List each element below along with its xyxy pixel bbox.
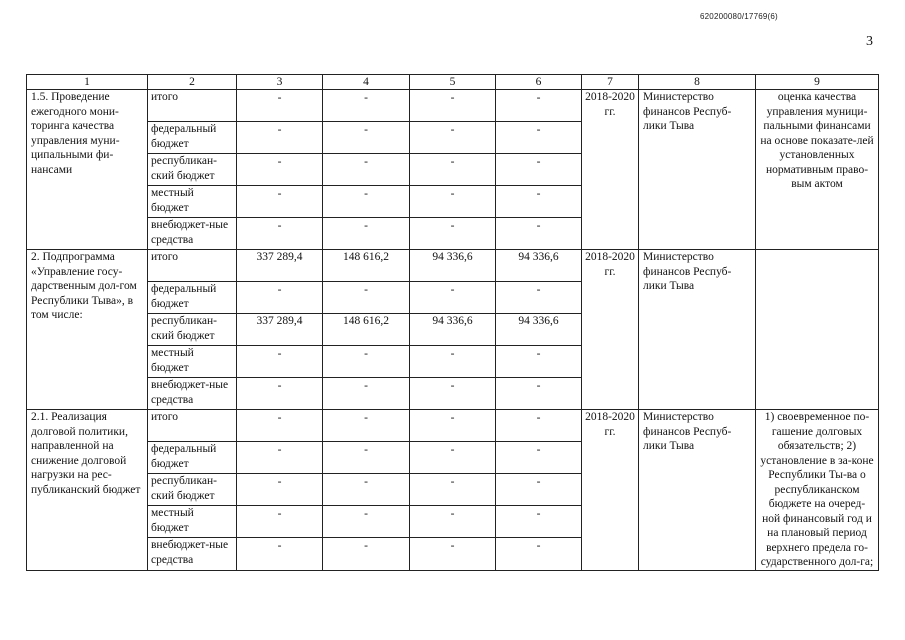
funding-source: федеральный бюджет	[148, 122, 237, 154]
amount-cell	[323, 346, 410, 378]
column-header: 8	[639, 75, 756, 90]
amount-cell	[323, 154, 410, 186]
amount-cell	[237, 154, 323, 186]
amount-value: -	[450, 284, 455, 296]
amount-cell	[237, 90, 323, 122]
funding-source: итого	[148, 410, 237, 442]
table-row	[27, 410, 879, 442]
amount-cell	[410, 154, 496, 186]
amount-cell	[410, 410, 496, 442]
measure-name: 1.5. Проведение ежегодного мони-торинга качества управления муни-ципальными фи-нансами	[27, 90, 148, 250]
amount-value: -	[536, 444, 541, 457]
amount-value: -	[364, 444, 368, 457]
amount-value: -	[364, 188, 368, 200]
amount-value: -	[364, 412, 368, 424]
amount-cell	[496, 186, 582, 218]
period-cell: 2018-2020 гг.	[582, 250, 639, 410]
amount-value: -	[450, 156, 455, 168]
funding-source: местный бюджет	[148, 346, 237, 378]
funding-source: внебюджет-ные средства	[148, 218, 237, 250]
amount-value: 337 289,4	[256, 315, 303, 327]
amount-value: -	[277, 156, 282, 168]
amount-cell	[237, 378, 323, 410]
amount-value: -	[277, 92, 282, 104]
amount-value: 148 616,2	[343, 315, 389, 327]
column-header: 3	[237, 75, 323, 90]
amount-value: 94 336,6	[432, 315, 473, 327]
amount-value: -	[450, 220, 455, 232]
executor-cell: Министерство финансов Респуб-лики Тыва	[639, 410, 756, 571]
amount-value: -	[536, 348, 541, 360]
amount-cell	[323, 250, 410, 282]
amount-value: -	[277, 220, 282, 232]
amount-cell	[410, 506, 496, 538]
result-cell: 1) своевременное по-гашение долговых обязательств; 2) установление в за-коне Республики Ты-ва о республиканском бюджете на очеред-ной финансовый год и на плановый период верхнего предела го-сударственного дол-га;	[756, 410, 879, 571]
measure-name: 2.1. Реализация долговой политики, направленной на снижение долговой нагрузки на рес-публиканский бюджет	[27, 410, 148, 571]
amount-value: -	[364, 124, 368, 136]
amount-value: -	[450, 540, 455, 553]
amount-cell	[496, 218, 582, 250]
amount-value: -	[277, 412, 282, 424]
amount-value: 337 289,4	[256, 251, 303, 263]
amount-cell	[323, 90, 410, 122]
amount-cell	[496, 378, 582, 410]
amount-cell	[237, 186, 323, 218]
amount-cell	[496, 410, 582, 442]
period-cell: 2018-2020 гг.	[582, 90, 639, 250]
amount-value: 94 336,6	[518, 315, 559, 327]
amount-cell	[323, 410, 410, 442]
amount-value: -	[364, 156, 368, 168]
funding-source: местный бюджет	[148, 186, 237, 218]
amount-cell	[237, 538, 323, 570]
amount-cell	[410, 442, 496, 474]
amount-value: -	[536, 412, 541, 424]
funding-source: федеральный бюджет	[148, 442, 237, 474]
period-cell: 2018-2020 гг.	[582, 410, 639, 571]
table-row	[27, 90, 879, 122]
amount-value: -	[536, 188, 541, 200]
amount-value: -	[277, 124, 282, 136]
amount-value: 94 336,6	[432, 251, 473, 263]
amount-cell	[237, 314, 323, 346]
amount-value: -	[536, 284, 541, 296]
amount-cell	[323, 442, 410, 474]
amount-value: -	[450, 348, 455, 360]
amount-cell	[323, 474, 410, 506]
measure-name: 2. Подпрограмма «Управление госу-дарственным дол-гом Республики Тыва», в том числе:	[27, 250, 148, 410]
amount-cell	[237, 122, 323, 154]
column-header: 2	[148, 75, 237, 90]
amount-cell	[237, 218, 323, 250]
amount-value: -	[536, 508, 541, 521]
amount-value: -	[364, 540, 368, 553]
funding-source: республикан-ский бюджет	[148, 154, 237, 186]
amount-value: -	[450, 124, 455, 136]
amount-cell	[410, 378, 496, 410]
amount-cell	[323, 506, 410, 538]
amount-value: -	[536, 220, 541, 232]
amount-value: -	[277, 380, 282, 392]
amount-value: -	[536, 156, 541, 168]
amount-value: -	[536, 380, 541, 392]
amount-cell	[410, 282, 496, 314]
result-cell: оценка качества управления муници-пальными финансами на основе показате-лей установленных нормативным право-вым актом	[756, 90, 879, 250]
amount-value: -	[364, 348, 368, 360]
amount-cell	[496, 506, 582, 538]
amount-value: -	[364, 220, 368, 232]
amount-cell	[237, 474, 323, 506]
result-cell	[756, 250, 879, 410]
amount-value: -	[277, 508, 282, 521]
amount-value: -	[277, 444, 282, 457]
amount-cell	[323, 314, 410, 346]
amount-cell	[410, 538, 496, 570]
amount-value: -	[450, 412, 455, 424]
column-header: 5	[410, 75, 496, 90]
table-row	[27, 250, 879, 282]
amount-cell	[496, 474, 582, 506]
amount-cell	[410, 90, 496, 122]
column-header-row	[27, 75, 879, 90]
amount-value: -	[364, 380, 368, 392]
amount-value: -	[277, 284, 282, 296]
amount-value: -	[536, 540, 541, 553]
column-header: 4	[323, 75, 410, 90]
amount-value: -	[277, 540, 282, 553]
amount-cell	[237, 410, 323, 442]
amount-value: 94 336,6	[518, 251, 559, 263]
funding-source: итого	[148, 90, 237, 122]
amount-cell	[410, 218, 496, 250]
amount-value: 148 616,2	[343, 251, 389, 263]
amount-cell	[496, 442, 582, 474]
amount-cell	[496, 250, 582, 282]
funding-source: итого	[148, 250, 237, 282]
amount-value: -	[364, 508, 368, 521]
column-header: 9	[756, 75, 879, 90]
amount-cell	[323, 378, 410, 410]
amount-cell	[323, 122, 410, 154]
program-table	[26, 74, 879, 571]
amount-value: -	[450, 188, 455, 200]
funding-source: внебюджет-ные средства	[148, 378, 237, 410]
amount-value: -	[450, 92, 455, 104]
amount-cell	[410, 314, 496, 346]
amount-cell	[323, 186, 410, 218]
amount-cell	[410, 250, 496, 282]
amount-cell	[323, 538, 410, 570]
amount-value: -	[450, 444, 455, 457]
executor-cell: Министерство финансов Респуб-лики Тыва	[639, 250, 756, 410]
page-number: 3	[866, 34, 873, 49]
amount-cell	[410, 474, 496, 506]
amount-cell	[410, 346, 496, 378]
amount-value: -	[364, 92, 368, 104]
column-header: 1	[27, 75, 148, 90]
amount-cell	[410, 186, 496, 218]
executor-cell: Министерство финансов Респуб-лики Тыва	[639, 90, 756, 250]
amount-value: -	[277, 188, 282, 200]
amount-value: -	[536, 476, 541, 489]
amount-cell	[496, 282, 582, 314]
amount-cell	[237, 282, 323, 314]
amount-value: -	[364, 476, 368, 489]
funding-source: местный бюджет	[148, 506, 237, 538]
amount-cell	[496, 538, 582, 570]
funding-source: республикан-ский бюджет	[148, 474, 237, 506]
amount-cell	[496, 90, 582, 122]
amount-cell	[496, 346, 582, 378]
amount-value: -	[364, 284, 368, 296]
amount-cell	[496, 314, 582, 346]
funding-source: внебюджет-ные средства	[148, 538, 237, 570]
amount-cell	[237, 442, 323, 474]
amount-cell	[237, 506, 323, 538]
amount-cell	[237, 250, 323, 282]
column-header: 6	[496, 75, 582, 90]
amount-cell	[237, 346, 323, 378]
amount-cell	[410, 122, 496, 154]
funding-source: республикан-ский бюджет	[148, 314, 237, 346]
funding-source: федеральный бюджет	[148, 282, 237, 314]
amount-cell	[323, 218, 410, 250]
amount-value: -	[450, 476, 455, 489]
amount-value: -	[277, 476, 282, 489]
amount-cell	[323, 282, 410, 314]
document-code: 620200080/17769(6)	[700, 12, 778, 21]
amount-value: -	[536, 124, 541, 136]
amount-value: -	[450, 508, 455, 521]
amount-value: -	[536, 92, 541, 104]
amount-cell	[496, 154, 582, 186]
column-header: 7	[582, 75, 639, 90]
amount-value: -	[450, 380, 455, 392]
amount-cell	[496, 122, 582, 154]
amount-value: -	[277, 348, 282, 360]
